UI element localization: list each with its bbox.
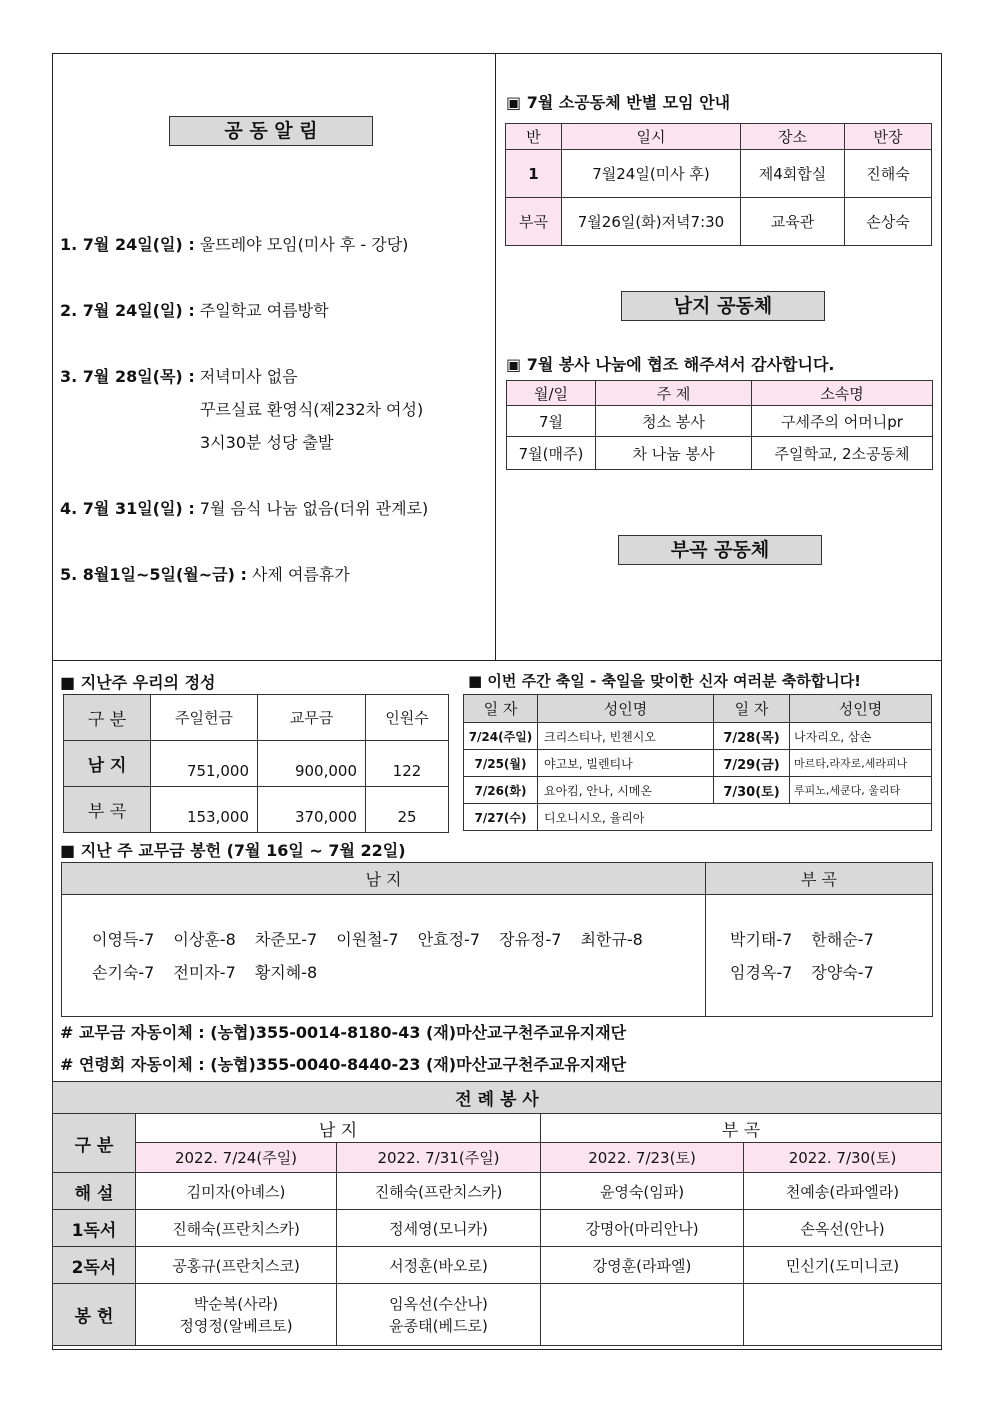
table-cell: 1 [506,150,562,198]
small-community-title: ▣ 7월 소공동체 반별 모임 안내 [506,93,731,112]
table-header: 2022. 7/24(주일) [136,1143,337,1173]
table-header: 반 [506,124,562,150]
notice-text: 7월 음식 나눔 없음(더위 관계로) [194,499,429,518]
table-row [53,1247,942,1284]
table-header: 주일헌금 [151,695,258,741]
table-cell: 900,000 [258,741,366,787]
table-cell: 디오니시오, 율리아 [538,804,932,831]
feast-title: ■ 이번 주간 축일 - 축일을 맞이한 신자 여러분 축하합니다! [468,672,862,690]
notice-text: 울뜨레야 모임(미사 후 - 강당) [194,235,409,254]
table-header: 2022. 7/30(토) [744,1143,942,1173]
offertory-name: 정영정(알베르토) [179,1316,293,1335]
namji-community-title: 남지 공동체 [621,291,825,321]
notice-5 [60,562,350,585]
funeral-transfer-info: # 연령회 자동이체 : (농협)355-0040-8440-23 (재)마산교구천주교유지재단 [60,1055,627,1074]
table-cell: 해 설 [53,1173,136,1210]
table-cell: 1독서 [53,1210,136,1247]
table-cell: 25 [366,787,449,833]
table-cell: 차 나눔 봉사 [596,437,752,470]
dues-bugok-line-1 [730,923,932,956]
list-item: 차준모-7 [254,929,318,949]
table-cell: 교육관 [741,198,845,246]
table-cell: 7/29(금) [714,750,790,777]
table-row [64,741,449,787]
feast-table [463,694,932,831]
table-cell: 7월24일(미사 후) [562,150,741,198]
table-header: 남 지 [136,1114,541,1143]
table-header: 교무금 [258,695,366,741]
table-cell: 부 곡 [64,787,151,833]
table-header: 부 곡 [541,1114,942,1143]
table-cell: 야고보, 빌렌티나 [538,750,714,777]
table-header: 주 제 [596,381,752,406]
table-cell: 진해숙(프란치스카) [337,1173,541,1210]
notice-1 [60,232,408,255]
table-cell: 153,000 [151,787,258,833]
notice-3-extra-2: 3시30분 성당 출발 [200,433,334,452]
table-header: 일 자 [714,695,790,723]
table-cell [744,1284,942,1346]
dues-table [61,862,933,1017]
table-cell: 주일학교, 2소공동체 [752,437,933,470]
table-row [464,777,932,804]
table-cell: 나자리오, 삼손 [790,723,932,750]
table-cell: 7월26일(화)저녁7:30 [562,198,741,246]
table-header: 성인명 [790,695,932,723]
list-item: 최한규-8 [580,929,643,949]
table-header: 인원수 [366,695,449,741]
table-header: 일 자 [464,695,538,723]
table-row [53,1284,942,1346]
table-header: 남 지 [62,863,706,895]
table-cell: 공홍규(프란치스코) [136,1247,337,1284]
table-header: 2022. 7/31(주일) [337,1143,541,1173]
table-header: 월/일 [507,381,596,406]
table-cell [541,1284,744,1346]
table-cell: 부곡 [506,198,562,246]
offertory-name: 임옥선(수산나) [389,1294,488,1313]
notice-head: 5. 8월1일~5일(월~금) : [60,565,247,584]
notice-text: 사제 여름휴가 [246,565,350,584]
table-cell: 구세주의 어머니pr [752,406,933,437]
list-item: 안효정-7 [417,929,481,949]
table-row [464,750,932,777]
table-cell: 정세영(모니카) [337,1210,541,1247]
notice-head: 2. 7월 24일(일) : [60,301,195,320]
notice-title: 공 동 알 림 [169,116,373,146]
table-cell: 강영훈(라파엘) [541,1247,744,1284]
table-cell: 122 [366,741,449,787]
table-cell: 제4회합실 [741,150,845,198]
table-cell: 요아킴, 안나, 시메온 [538,777,714,804]
list-item: 전미자-7 [173,962,236,982]
list-item: 이영득-7 [92,929,155,949]
table-cell: 청소 봉사 [596,406,752,437]
column-divider [495,53,496,660]
table-cell: 7/25(월) [464,750,538,777]
table-header: 2022. 7/23(토) [541,1143,744,1173]
list-item: 임경옥-7 [730,962,793,982]
table-cell: 751,000 [151,741,258,787]
table-row [464,723,932,750]
dues-transfer-info: # 교무금 자동이체 : (농협)355-0014-8180-43 (재)마산교구천주교유지재단 [60,1023,627,1042]
liturgy-title: 전 례 봉 사 [53,1082,942,1114]
table-cell [337,1284,541,1346]
offering-table [63,694,449,833]
table-cell: 7/26(화) [464,777,538,804]
list-item: 황지혜-8 [254,962,318,982]
table-cell [136,1284,337,1346]
liturgy-table [52,1081,942,1346]
offertory-name: 윤종태(베드로) [389,1316,488,1335]
table-cell: 손옥선(안나) [744,1210,942,1247]
table-cell: 루피노,세쿤다, 울리타 [790,777,932,804]
list-item: 장유정-7 [499,929,562,949]
table-cell: 370,000 [258,787,366,833]
offertory-name: 박순복(사라) [193,1294,279,1313]
table-cell: 서정훈(바오로) [337,1247,541,1284]
notice-2 [60,298,329,321]
table-header: 부 곡 [706,863,933,895]
table-cell: 7월(매주) [507,437,596,470]
dues-namji-line-2 [92,956,705,989]
table-header: 성인명 [538,695,714,723]
table-cell: 크리스티나, 빈첸시오 [538,723,714,750]
dues-namji-names [62,895,706,1017]
table-cell: 진해숙(프란치스카) [136,1210,337,1247]
table-cell: 봉 헌 [53,1284,136,1346]
table-cell: 민신기(도미니코) [744,1247,942,1284]
table-cell: 7월 [507,406,596,437]
notice-head: 3. 7월 28일(목) : [60,367,195,386]
table-header: 구 분 [53,1114,136,1173]
table-cell: 손상숙 [845,198,932,246]
table-cell: 남 지 [64,741,151,787]
table-header: 반장 [845,124,932,150]
list-item: 이상훈-8 [173,929,236,949]
list-item: 손기숙-7 [92,962,155,982]
list-item: 이원철-7 [336,929,399,949]
list-item: 한해순-7 [811,929,874,949]
table-cell: 7/30(토) [714,777,790,804]
table-cell: 강명아(마리안나) [541,1210,744,1247]
table-row [507,437,933,470]
table-cell: 김미자(아녜스) [136,1173,337,1210]
table-cell: 7/24(주일) [464,723,538,750]
table-row [53,1210,942,1247]
bugok-community-title: 부곡 공동체 [618,535,822,565]
notice-3-extra-1: 꾸르실료 환영식(제232차 여성) [200,400,424,419]
notice-text: 주일학교 여름방학 [194,301,329,320]
table-row [506,198,932,246]
section-divider [52,660,942,661]
notice-4 [60,496,428,519]
table-header: 소속명 [752,381,933,406]
table-row [53,1173,942,1210]
notice-head: 4. 7월 31일(일) : [60,499,195,518]
notice-head: 1. 7월 24일(일) : [60,235,195,254]
dues-namji-line-1 [92,923,705,956]
table-header: 일시 [562,124,741,150]
table-cell: 윤영숙(임파) [541,1173,744,1210]
dues-title: ■ 지난 주 교무금 봉헌 (7월 16일 ~ 7월 22일) [60,841,406,860]
service-thanks-title: ▣ 7월 봉사 나눔에 협조 해주셔서 감사합니다. [506,355,835,374]
list-item: 박기태-7 [730,929,793,949]
table-header: 구 분 [64,695,151,741]
table-row [506,150,932,198]
table-row [64,787,449,833]
list-item: 장양숙-7 [811,962,874,982]
offering-title: ■ 지난주 우리의 정성 [60,673,216,692]
dues-bugok-names [706,895,933,1017]
table-cell: 천예송(라파엘라) [744,1173,942,1210]
table-cell: 2독서 [53,1247,136,1284]
table-cell: 7/28(목) [714,723,790,750]
table-cell: 진해숙 [845,150,932,198]
notice-text: 저녁미사 없음 [194,367,298,386]
table-cell: 7/27(수) [464,804,538,831]
table-header: 장소 [741,124,845,150]
table-row [507,406,933,437]
dues-bugok-line-2 [730,956,932,989]
table-cell: 마르타,라자로,세라피나 [790,750,932,777]
table-row [464,804,932,831]
service-table [506,380,933,470]
notice-3 [60,364,298,387]
small-community-table [505,123,932,246]
